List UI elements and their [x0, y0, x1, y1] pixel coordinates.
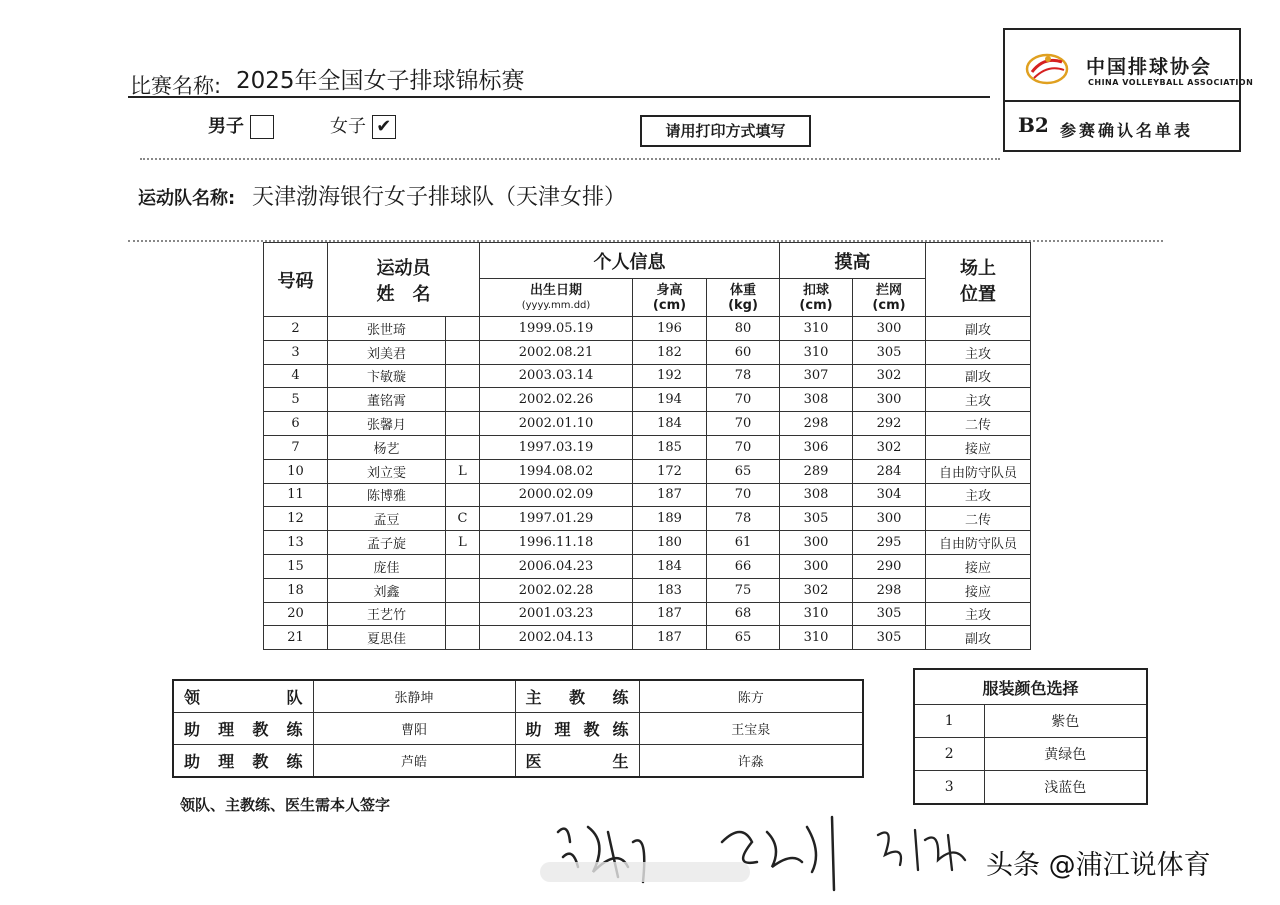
player-number: 2: [264, 317, 328, 341]
staff-name: 王宝泉: [639, 713, 863, 745]
player-mark: [446, 317, 480, 341]
player-birth: 2000.02.09: [480, 483, 633, 507]
player-spike-reach: 307: [780, 364, 853, 388]
player-spike-reach: 310: [780, 317, 853, 341]
player-height: 184: [633, 554, 707, 578]
header-spike-label: 扣球: [802, 282, 829, 298]
header-personal-info: 个人信息: [480, 243, 780, 279]
player-height: 187: [633, 483, 707, 507]
staff-row: [173, 713, 863, 745]
header-reach: 摸高: [780, 243, 926, 279]
player-name: 庞佳: [328, 554, 446, 578]
player-height: 184: [633, 412, 707, 436]
player-weight: 68: [707, 602, 780, 626]
player-block-reach: 305: [853, 602, 926, 626]
staff-name: 陈方: [639, 680, 863, 713]
player-block-reach: 300: [853, 388, 926, 412]
player-height: 182: [633, 340, 707, 364]
roster-row: [264, 388, 1031, 412]
player-number: 12: [264, 507, 328, 531]
player-mark: C: [446, 507, 480, 531]
player-mark: [446, 626, 480, 650]
player-position: 主攻: [926, 388, 1031, 412]
player-position: 自由防守队员: [926, 531, 1031, 555]
player-height: 187: [633, 626, 707, 650]
player-number: 4: [264, 364, 328, 388]
player-weight: 65: [707, 459, 780, 483]
player-weight: 65: [707, 626, 780, 650]
player-height: 192: [633, 364, 707, 388]
header-athlete-line1: 运动员: [376, 257, 431, 279]
player-birth: 2002.02.26: [480, 388, 633, 412]
staff-role: 助理教练: [173, 713, 313, 745]
roster-row: [264, 412, 1031, 436]
header-birth-label: 出生日期: [529, 282, 582, 298]
header-birth: [480, 279, 633, 317]
player-weight: 70: [707, 435, 780, 459]
uniform-color-title: 服装颜色选择: [914, 669, 1147, 705]
player-name: 杨艺: [328, 435, 446, 459]
header-position-line1: 场上: [960, 257, 996, 279]
header-block-label: 拦网: [875, 282, 902, 298]
player-number: 15: [264, 554, 328, 578]
player-height: 183: [633, 578, 707, 602]
player-number: 6: [264, 412, 328, 436]
player-block-reach: 295: [853, 531, 926, 555]
player-birth: 2002.02.28: [480, 578, 633, 602]
player-position: 主攻: [926, 340, 1031, 364]
uniform-color-number: 2: [914, 738, 984, 771]
watermark: 头条 @浦江说体育: [986, 850, 1211, 881]
player-birth: 1994.08.02: [480, 459, 633, 483]
player-spike-reach: 305: [780, 507, 853, 531]
player-block-reach: 305: [853, 626, 926, 650]
roster-row: [264, 317, 1031, 341]
player-number: 13: [264, 531, 328, 555]
roster-row: [264, 435, 1031, 459]
player-name: 刘鑫: [328, 578, 446, 602]
player-spike-reach: 300: [780, 531, 853, 555]
staff-name: 芦皓: [313, 745, 515, 778]
player-number: 5: [264, 388, 328, 412]
header-position: [926, 243, 1031, 317]
player-position: 副攻: [926, 317, 1031, 341]
player-height: 194: [633, 388, 707, 412]
player-block-reach: 298: [853, 578, 926, 602]
player-name: 孟豆: [328, 507, 446, 531]
player-block-reach: 292: [853, 412, 926, 436]
signature-icon: [870, 820, 980, 880]
player-mark: [446, 364, 480, 388]
player-name: 王艺竹: [328, 602, 446, 626]
player-spike-reach: 298: [780, 412, 853, 436]
player-spike-reach: 308: [780, 388, 853, 412]
uniform-color-row: [914, 738, 1147, 771]
player-number: 7: [264, 435, 328, 459]
roster-row: [264, 626, 1031, 650]
player-mark: [446, 435, 480, 459]
team-label: 运动队名称:: [138, 188, 236, 209]
player-spike-reach: 310: [780, 626, 853, 650]
player-birth: 2003.03.14: [480, 364, 633, 388]
player-mark: L: [446, 459, 480, 483]
form-code: B2: [1018, 113, 1049, 137]
player-block-reach: 300: [853, 507, 926, 531]
player-birth: 2006.04.23: [480, 554, 633, 578]
player-birth: 2001.03.23: [480, 602, 633, 626]
player-block-reach: 302: [853, 435, 926, 459]
competition-label: 比赛名称:: [130, 74, 222, 98]
player-birth: 2002.08.21: [480, 340, 633, 364]
player-number: 18: [264, 578, 328, 602]
player-spike-reach: 306: [780, 435, 853, 459]
player-position: 副攻: [926, 626, 1031, 650]
staff-name: 张静坤: [313, 680, 515, 713]
header-weight-unit: (kg): [728, 297, 758, 313]
header-athlete-line2: 姓 名: [376, 283, 431, 305]
player-number: 11: [264, 483, 328, 507]
player-weight: 66: [707, 554, 780, 578]
form-title: 参赛确认名单表: [1060, 121, 1194, 140]
header-spike-unit: (cm): [799, 297, 833, 313]
player-weight: 70: [707, 412, 780, 436]
player-weight: 70: [707, 483, 780, 507]
roster-row: [264, 602, 1031, 626]
player-weight: 60: [707, 340, 780, 364]
player-position: 接应: [926, 578, 1031, 602]
player-weight: 78: [707, 507, 780, 531]
player-position: 自由防守队员: [926, 459, 1031, 483]
female-option: [330, 112, 396, 139]
player-birth: 2002.04.13: [480, 626, 633, 650]
header-birth-format: (yyyy.mm.dd): [521, 299, 591, 311]
association-name-cn: 中国排球协会: [1086, 56, 1213, 78]
uniform-color-name: 浅蓝色: [984, 771, 1147, 805]
player-position: 主攻: [926, 483, 1031, 507]
uniform-color-row: [914, 705, 1147, 738]
staff-role: 助理教练: [173, 745, 313, 778]
header-position-line2: 位置: [960, 283, 996, 305]
player-weight: 80: [707, 317, 780, 341]
staff-role: 主 教 练: [515, 680, 639, 713]
player-block-reach: 290: [853, 554, 926, 578]
player-number: 10: [264, 459, 328, 483]
player-spike-reach: 300: [780, 554, 853, 578]
player-position: 二传: [926, 412, 1031, 436]
staff-role: 医 生: [515, 745, 639, 778]
player-mark: [446, 483, 480, 507]
roster-row: [264, 483, 1031, 507]
competition-name: 2025年全国女子排球锦标赛: [236, 68, 525, 94]
blur-overlay: [540, 862, 750, 882]
female-label: 女子: [330, 116, 366, 137]
roster-row: [264, 459, 1031, 483]
player-name: 陈博雅: [328, 483, 446, 507]
player-number: 3: [264, 340, 328, 364]
female-checkbox: ✔: [372, 115, 396, 139]
header-height-unit: (cm): [652, 297, 687, 313]
roster-row: [264, 507, 1031, 531]
player-name: 张世琦: [328, 317, 446, 341]
player-mark: [446, 412, 480, 436]
uniform-color-number: 1: [914, 705, 984, 738]
player-name: 孟子旋: [328, 531, 446, 555]
roster-row: [264, 340, 1031, 364]
header-block: [853, 279, 926, 317]
player-mark: [446, 602, 480, 626]
player-mark: [446, 388, 480, 412]
uniform-color-table: [913, 668, 1148, 805]
staff-row: [173, 680, 863, 713]
signature-note: 领队、主教练、医生需本人签字: [180, 796, 391, 814]
header-height-label: 身高: [656, 282, 683, 298]
player-number: 21: [264, 626, 328, 650]
staff-role: 助理教练: [515, 713, 639, 745]
player-height: 196: [633, 317, 707, 341]
player-block-reach: 300: [853, 317, 926, 341]
male-checkbox: [250, 115, 274, 139]
player-height: 172: [633, 459, 707, 483]
player-name: 董铭霄: [328, 388, 446, 412]
header-height: [633, 279, 707, 317]
player-birth: 1996.11.18: [480, 531, 633, 555]
player-position: 副攻: [926, 364, 1031, 388]
header-weight: [707, 279, 780, 317]
roster-row: [264, 578, 1031, 602]
male-label: 男子: [208, 116, 244, 137]
player-block-reach: 305: [853, 340, 926, 364]
player-mark: [446, 554, 480, 578]
print-note: 请用打印方式填写: [640, 115, 811, 147]
staff-table: [172, 679, 864, 778]
player-block-reach: 302: [853, 364, 926, 388]
player-mark: L: [446, 531, 480, 555]
player-position: 接应: [926, 554, 1031, 578]
uniform-color-row: [914, 771, 1147, 805]
male-option: [208, 112, 274, 139]
volleyball-association-logo-icon: [1024, 50, 1070, 86]
player-name: 夏思佳: [328, 626, 446, 650]
player-birth: 1999.05.19: [480, 317, 633, 341]
player-height: 189: [633, 507, 707, 531]
player-block-reach: 304: [853, 483, 926, 507]
player-weight: 75: [707, 578, 780, 602]
player-name: 张馨月: [328, 412, 446, 436]
player-block-reach: 284: [853, 459, 926, 483]
player-spike-reach: 310: [780, 602, 853, 626]
player-spike-reach: 308: [780, 483, 853, 507]
player-position: 主攻: [926, 602, 1031, 626]
dotted-divider: [140, 158, 1000, 160]
roster-row: [264, 554, 1031, 578]
player-name: 刘立雯: [328, 459, 446, 483]
staff-row: [173, 745, 863, 778]
player-weight: 61: [707, 531, 780, 555]
uniform-color-name: 黄绿色: [984, 738, 1147, 771]
player-spike-reach: 302: [780, 578, 853, 602]
player-birth: 1997.01.29: [480, 507, 633, 531]
header-weight-label: 体重: [729, 282, 756, 298]
header-athlete: [328, 243, 480, 317]
player-weight: 78: [707, 364, 780, 388]
player-height: 180: [633, 531, 707, 555]
uniform-color-number: 3: [914, 771, 984, 805]
player-mark: [446, 578, 480, 602]
player-height: 185: [633, 435, 707, 459]
association-name-en: CHINA VOLLEYBALL ASSOCIATION: [1088, 78, 1254, 87]
player-mark: [446, 340, 480, 364]
player-name: 刘美君: [328, 340, 446, 364]
header-number: 号码: [264, 243, 328, 317]
roster-table: [263, 242, 1031, 650]
player-spike-reach: 289: [780, 459, 853, 483]
player-name: 卞敏璇: [328, 364, 446, 388]
staff-name: 许淼: [639, 745, 863, 778]
player-birth: 2002.01.10: [480, 412, 633, 436]
player-number: 20: [264, 602, 328, 626]
roster-body: [264, 317, 1031, 650]
team-name: 天津渤海银行女子排球队（天津女排）: [252, 185, 627, 210]
staff-name: 曹阳: [313, 713, 515, 745]
player-position: 二传: [926, 507, 1031, 531]
player-spike-reach: 310: [780, 340, 853, 364]
player-position: 接应: [926, 435, 1031, 459]
roster-row: [264, 531, 1031, 555]
roster-row: [264, 364, 1031, 388]
player-birth: 1997.03.19: [480, 435, 633, 459]
logo-divider: [1003, 100, 1239, 102]
player-weight: 70: [707, 388, 780, 412]
staff-role: 领 队: [173, 680, 313, 713]
header-block-unit: (cm): [872, 297, 906, 313]
header-spike: [780, 279, 853, 317]
uniform-color-name: 紫色: [984, 705, 1147, 738]
player-height: 187: [633, 602, 707, 626]
